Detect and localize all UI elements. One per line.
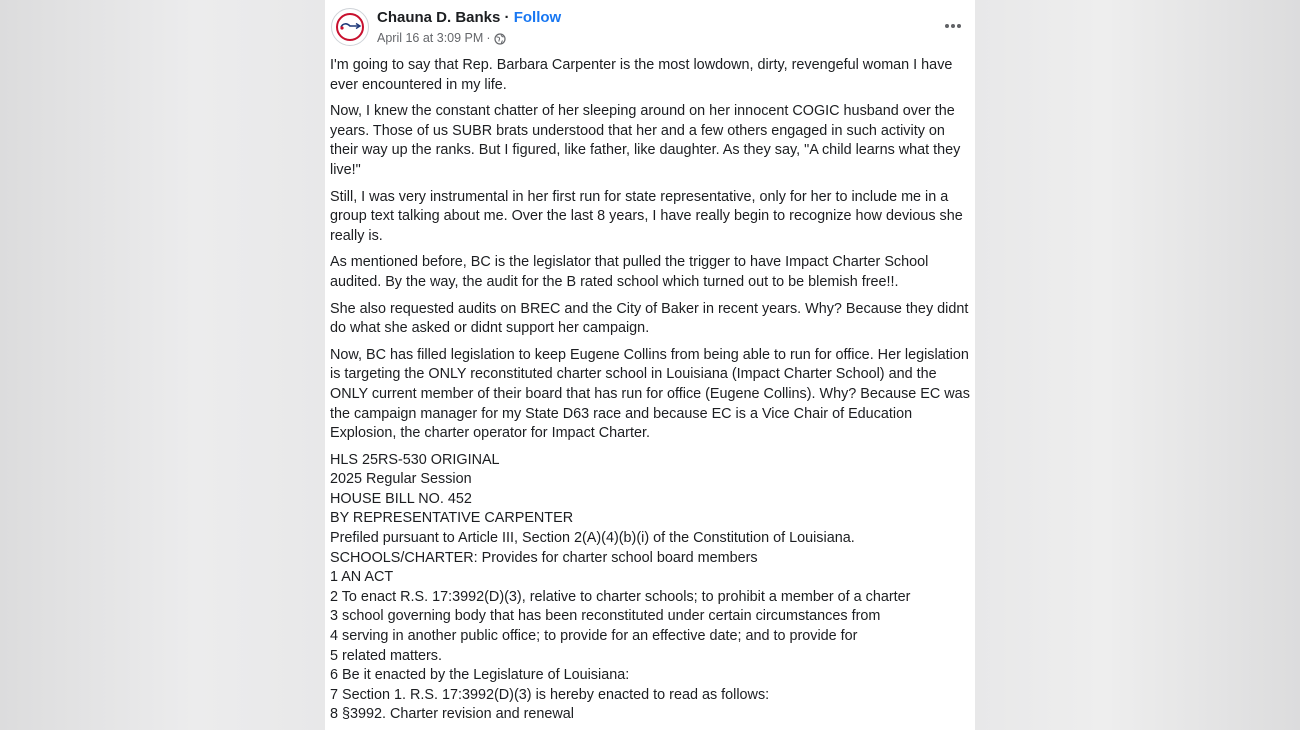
bill-line: 2 To enact R.S. 17:3992(D)(3), relative to charter schools; to prohibit a member of a charter (330, 588, 911, 605)
author-separator: · (504, 9, 510, 26)
post-paragraph: As mentioned before, BC is the legislator that pulled the trigger to have Impact Charter School audited. By the way, the audit for the B rated school which turned out to be blemish free!!. (330, 254, 929, 290)
post-paragraph: She also requested audits on BREC and the City of Baker in recent years. Why? Because they didnt do what she asked or didnt support her campaign. (330, 300, 969, 337)
post-meta (377, 31, 506, 46)
globe-icon[interactable] (494, 33, 506, 45)
avatar[interactable] (331, 8, 369, 46)
follow-button[interactable]: Follow (513, 9, 562, 26)
author-line (377, 9, 561, 27)
bill-line: 4 serving in another public office; to provide for an effective date; and to provide for (330, 628, 858, 645)
bill-line: 2025 Regular Session (330, 471, 472, 488)
bill-line: 7 Section 1. R.S. 17:3992(D)(3) is hereby enacted to read as follows: (330, 686, 770, 703)
bill-line: 1 AN ACT (330, 569, 394, 586)
bill-line: 8 §3992. Charter revision and renewal (330, 706, 574, 723)
background-right (975, 0, 1300, 730)
avatar-logo-icon (333, 10, 367, 44)
bill-line: 3 school governing body that has been reconstituted under certain circumstances from (330, 608, 881, 625)
bill-excerpt (330, 451, 970, 725)
bill-line: 6 Be it enacted by the Legislature of Louisiana: (330, 667, 630, 684)
bill-line: HOUSE BILL NO. 452 (330, 490, 472, 507)
background-left (0, 0, 325, 730)
bill-line: Prefiled pursuant to Article III, Section 2(A)(4)(b)(i) of the Constitution of Louisiana. (330, 530, 855, 547)
bill-line: HLS 25RS-530 ORIGINAL (330, 451, 500, 468)
post-paragraph: I'm going to say that Rep. Barbara Carpenter is the most lowdown, dirty, revengeful woman I have ever encountered in my life. (330, 57, 953, 93)
post-header (325, 0, 975, 50)
post-timestamp[interactable]: April 16 at 3:09 PM (377, 31, 484, 45)
bill-line: BY REPRESENTATIVE CARPENTER (330, 510, 574, 527)
meta-separator: · (486, 31, 491, 45)
bill-line: SCHOOLS/CHARTER: Provides for charter school board members (330, 549, 758, 566)
facebook-post (325, 0, 975, 730)
post-paragraph: Still, I was very instrumental in her first run for state representative, only for her to include me in a group text talking about me. Over the last 8 years, I have really begin to recognize how devious she really is. (330, 188, 963, 244)
post-paragraph: Now, BC has filled legislation to keep Eugene Collins from being able to run for office. Her legislation is targeting the ONLY reconstituted charter school in Louisiana (Impact Charter School) and the ONLY current member of their board that has run for office (Eugene Collins). Why? Because EC was the campaign manager for my State D63 race and because EC is a Vice Chair of Education Explosion, the charter operator for Impact Charter. (330, 346, 970, 442)
more-options-button[interactable] (939, 12, 967, 40)
post-paragraph: Now, I knew the constant chatter of her sleeping around on her innocent COGIC husband over the years. Those of us SUBR brats understood that her and a few others engaged in such activity on their way up the ranks. But I figured, like father, like daughter. As they say, "A child learns what they live!" (330, 103, 961, 178)
post-body (330, 56, 970, 725)
author-name[interactable]: Chauna D. Banks (377, 9, 501, 26)
bill-line: 5 related matters. (330, 647, 442, 664)
more-options-icon (943, 23, 963, 29)
